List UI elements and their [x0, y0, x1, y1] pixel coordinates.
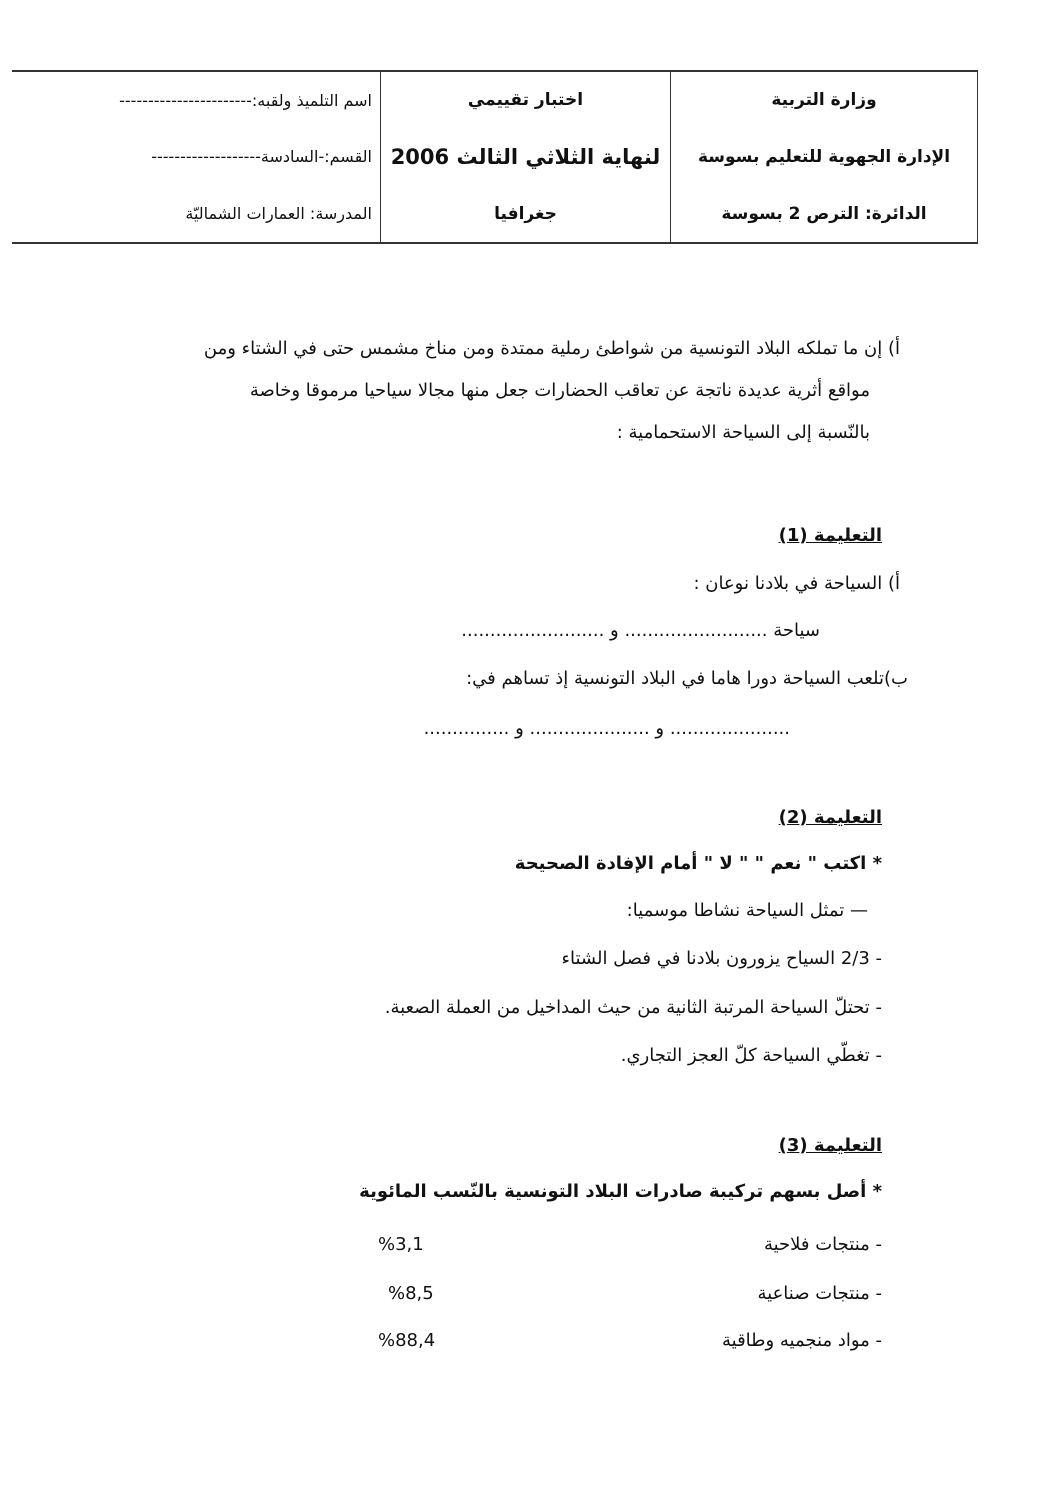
q1-b: ب)تلعب السياحة دورا هاما في البلاد التونسية إذ تساهم في:: [466, 668, 908, 689]
q2-title: التعليمة (2): [778, 807, 882, 828]
subject: جغرافيا: [494, 204, 557, 225]
q2-item: - 2/3 السياح يزورون بلادنا في فصل الشتاء: [561, 948, 882, 969]
class-field[interactable]: القسم:-السادسة-------------------: [151, 147, 372, 167]
regional-directorate: الإدارة الجهوية للتعليم بسوسة: [697, 146, 951, 167]
header-box: [12, 70, 978, 244]
district: الدائرة: الترص 2 بسوسة: [721, 203, 927, 224]
export-category: - منتجات صناعية: [757, 1283, 882, 1304]
q2-item: — تمثل السياحة نشاطا موسميا:: [626, 900, 868, 921]
intro-line-1: أ) إن ما تملكه البلاد التونسية من شواطئ رملية ممتدة ومن مناخ مشمس حتى في الشتاء ومن: [203, 338, 900, 359]
export-category: - مواد منجميه وطاقية: [722, 1330, 882, 1351]
q1-a-answer[interactable]: سياحة ......................... و .........................: [461, 620, 820, 641]
school: المدرسة: العمارات الشماليّة: [185, 204, 372, 224]
exam-term: لنهاية الثلاثي الثالث 2006: [390, 144, 661, 169]
q1-b-answer[interactable]: ..................... و ..................... و ...............: [423, 718, 790, 739]
q3-instruction: * أصل بسهم تركيبة صادرات البلاد التونسية بالنّسب المائوية: [359, 1181, 882, 1202]
header-institution: [670, 72, 978, 242]
header-exam: [380, 72, 670, 242]
student-name-field[interactable]: اسم التلميذ ولقبه:-----------------------: [119, 90, 372, 110]
q2-item: - تحتلّ السياحة المرتبة الثانية من حيث المداخيل من العملة الصعبة.: [384, 997, 882, 1018]
ministry: وزارة التربية: [771, 90, 877, 111]
intro-line-2: مواقع أثرية عديدة ناتجة عن تعاقب الحضارات جعل منها مجالا سياحيا مرموقا وخاصة: [249, 380, 870, 401]
q1-title: التعليمة (1): [778, 525, 882, 546]
q2-instruction: * اكتب " نعم " " لا " أمام الإفادة الصحيحة: [514, 853, 882, 874]
exam-type: اختبار تقييمي: [467, 89, 584, 110]
export-percentage: %8,5: [388, 1283, 434, 1304]
q2-item: - تغطّي السياحة كلّ العجز التجاري.: [620, 1045, 882, 1066]
export-percentage: %88,4: [378, 1330, 436, 1351]
header-student: [12, 72, 380, 242]
intro-line-3: بالنّسبة إلى السياحة الاستحمامية :: [616, 422, 870, 443]
export-category: - منتجات فلاحية: [763, 1234, 882, 1255]
q3-title: التعليمة (3): [778, 1135, 882, 1156]
q1-a: أ) السياحة في بلادنا نوعان :: [693, 573, 900, 594]
export-percentage: %3,1: [378, 1234, 424, 1255]
